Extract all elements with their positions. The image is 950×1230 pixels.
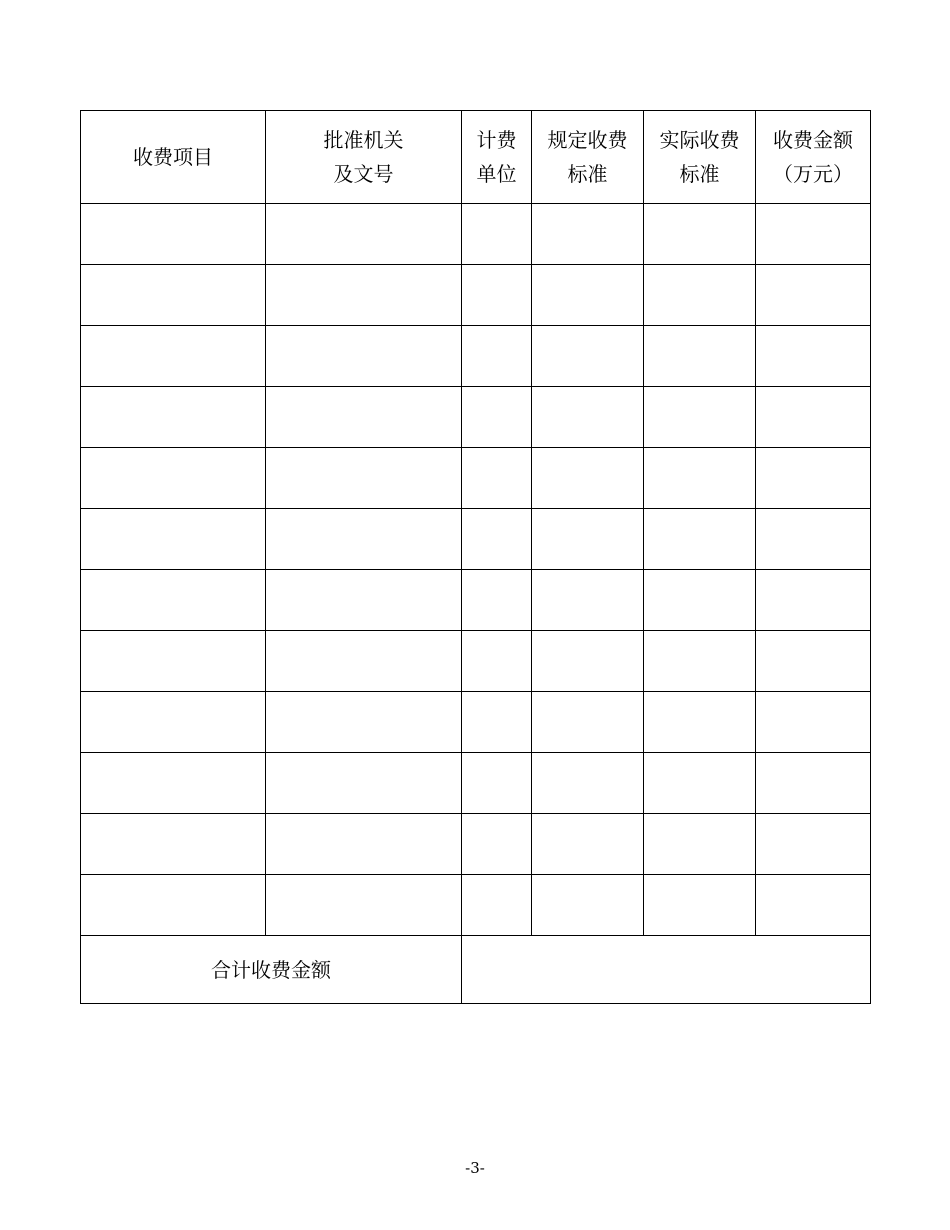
table-row xyxy=(81,753,871,814)
table-row xyxy=(81,631,871,692)
table-cell xyxy=(532,387,644,448)
table-cell xyxy=(81,204,266,265)
table-row xyxy=(81,814,871,875)
table-cell xyxy=(644,387,756,448)
table-cell xyxy=(462,570,532,631)
table-cell xyxy=(756,509,871,570)
table-cell xyxy=(644,875,756,936)
total-label: 合计收费金额 xyxy=(81,936,462,1004)
header-text: 单位 xyxy=(476,162,517,186)
table-row xyxy=(81,448,871,509)
table-cell xyxy=(266,875,462,936)
table-cell xyxy=(756,448,871,509)
table-cell xyxy=(532,570,644,631)
header-text: 标准 xyxy=(679,162,720,186)
table-cell xyxy=(756,753,871,814)
table-row xyxy=(81,570,871,631)
table-body xyxy=(81,204,871,936)
table-row xyxy=(81,875,871,936)
header-text: （万元） xyxy=(773,162,853,186)
table-row xyxy=(81,692,871,753)
table-cell xyxy=(756,326,871,387)
table-cell xyxy=(532,448,644,509)
table-cell xyxy=(644,753,756,814)
table-cell xyxy=(462,631,532,692)
table-cell xyxy=(532,509,644,570)
table-cell xyxy=(462,753,532,814)
table-cell xyxy=(462,875,532,936)
page-number: -3- xyxy=(465,1159,485,1177)
table-cell xyxy=(644,631,756,692)
table-cell xyxy=(756,387,871,448)
total-row xyxy=(81,936,871,1004)
table-cell xyxy=(266,631,462,692)
table-cell xyxy=(644,326,756,387)
table-cell xyxy=(756,204,871,265)
table-cell xyxy=(81,387,266,448)
table-cell xyxy=(266,265,462,326)
header-fee-amount xyxy=(756,111,871,204)
table-row xyxy=(81,387,871,448)
table-cell xyxy=(644,265,756,326)
header-approval-authority xyxy=(266,111,462,204)
table-row xyxy=(81,326,871,387)
header-text: 实际收费 xyxy=(659,128,740,152)
table-cell xyxy=(266,753,462,814)
table-cell xyxy=(644,814,756,875)
table-cell xyxy=(266,814,462,875)
table-cell xyxy=(462,448,532,509)
table-cell xyxy=(462,387,532,448)
header-text: 及文号 xyxy=(333,162,394,186)
table-cell xyxy=(462,326,532,387)
table-cell xyxy=(266,692,462,753)
fee-table xyxy=(80,110,871,1004)
header-text: 规定收费 xyxy=(547,128,628,152)
table-cell xyxy=(266,448,462,509)
header-text: 计费 xyxy=(476,128,517,152)
header-text: 收费金额 xyxy=(773,128,853,152)
table-cell xyxy=(644,448,756,509)
table-cell xyxy=(81,631,266,692)
table-cell xyxy=(532,631,644,692)
table-cell xyxy=(532,814,644,875)
table-cell xyxy=(81,753,266,814)
table-cell xyxy=(756,875,871,936)
table-row xyxy=(81,509,871,570)
header-billing-unit xyxy=(462,111,532,204)
table-cell xyxy=(266,326,462,387)
header-text: 批准机关 xyxy=(323,128,404,152)
header-prescribed-standard xyxy=(532,111,644,204)
header-text: 标准 xyxy=(567,162,608,186)
table-cell xyxy=(81,448,266,509)
table-row xyxy=(81,204,871,265)
table-cell xyxy=(462,814,532,875)
table-cell xyxy=(462,265,532,326)
table-cell xyxy=(81,326,266,387)
table-cell xyxy=(462,204,532,265)
table-row xyxy=(81,265,871,326)
table-cell xyxy=(644,204,756,265)
table-cell xyxy=(81,692,266,753)
table-cell xyxy=(81,814,266,875)
table-cell xyxy=(532,265,644,326)
table-cell xyxy=(462,509,532,570)
header-fee-item xyxy=(81,111,266,204)
table-cell xyxy=(266,509,462,570)
table-cell xyxy=(644,570,756,631)
table-cell xyxy=(756,631,871,692)
table-cell xyxy=(81,570,266,631)
table-cell xyxy=(462,692,532,753)
header-row xyxy=(81,111,871,204)
table-cell xyxy=(532,326,644,387)
table-cell xyxy=(266,204,462,265)
table-cell xyxy=(644,692,756,753)
header-text: 收费项目 xyxy=(133,145,213,169)
table-cell xyxy=(756,692,871,753)
total-value-cell xyxy=(462,936,871,1004)
table-cell xyxy=(266,387,462,448)
table-cell xyxy=(266,570,462,631)
table-cell xyxy=(756,814,871,875)
table-cell xyxy=(644,509,756,570)
table-cell xyxy=(532,875,644,936)
table-cell xyxy=(756,265,871,326)
table-cell xyxy=(81,509,266,570)
header-actual-standard xyxy=(644,111,756,204)
table-cell xyxy=(81,875,266,936)
table-cell xyxy=(756,570,871,631)
table-cell xyxy=(532,204,644,265)
table-cell xyxy=(532,692,644,753)
table-cell xyxy=(532,753,644,814)
table-cell xyxy=(81,265,266,326)
